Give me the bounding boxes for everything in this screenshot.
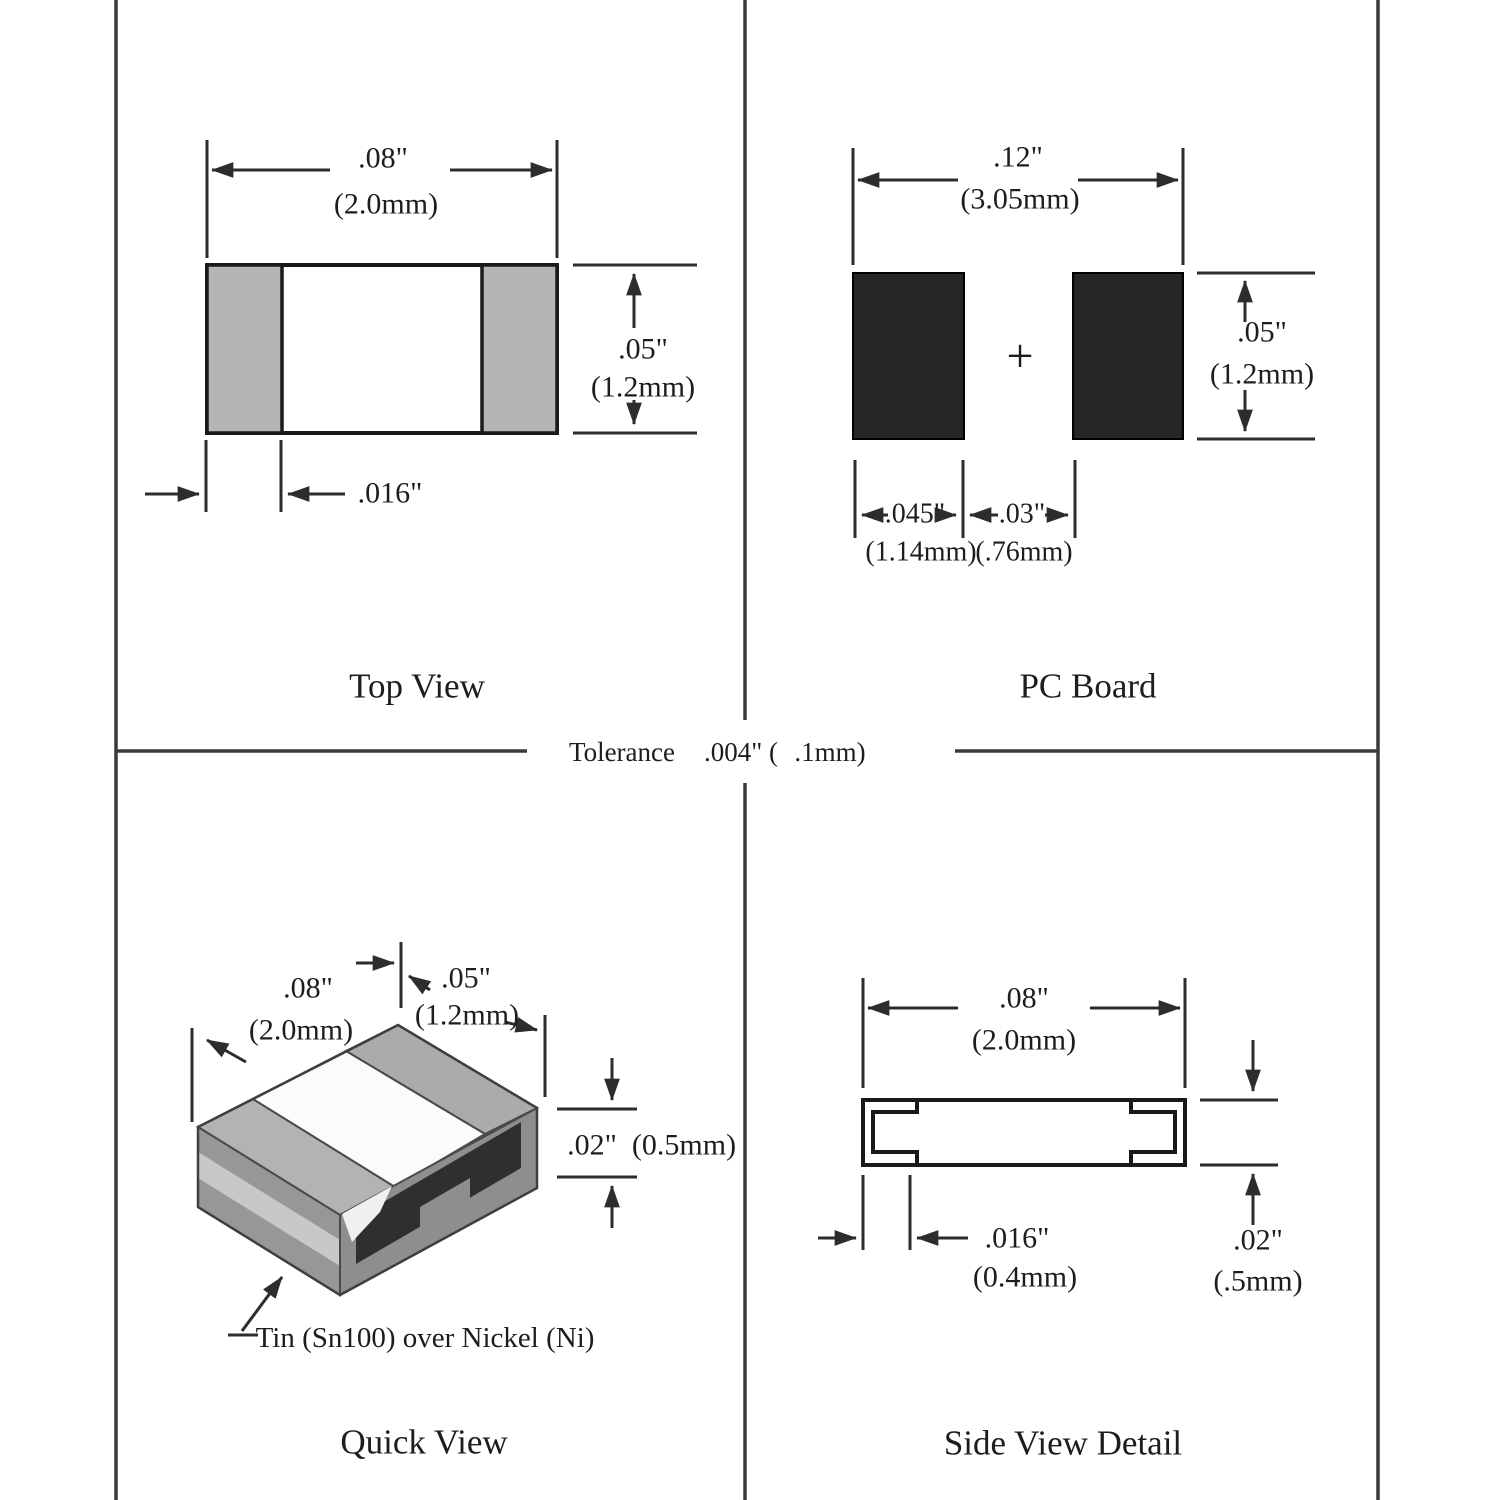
tolerance-inch-value: .004" ( — [703, 737, 779, 767]
top-view-caption: Top View — [349, 666, 485, 706]
quick-view-width-mm: (1.2mm) — [414, 998, 520, 1032]
top-view-height-mm: (1.2mm) — [590, 370, 696, 404]
side-view-cap-inch: .016" — [984, 1221, 1050, 1255]
pc-board-width-mm: (3.05mm) — [960, 182, 1080, 216]
quick-view-length-inch: .08" — [283, 971, 333, 1005]
top-view-width-inch: .08" — [358, 141, 408, 175]
side-chip-outline — [863, 1100, 1185, 1165]
tolerance-label: Tolerance — [568, 737, 676, 767]
quick-view-length-mm: (2.0mm) — [248, 1013, 354, 1047]
solder-pad-left — [853, 273, 964, 439]
side-view-drawing — [818, 978, 1303, 1463]
top-view-height-inch: .05" — [618, 332, 668, 366]
pc-board-drawing — [853, 141, 1315, 706]
pc-board-pad-inch: .045" — [884, 498, 946, 530]
chip-right-termination-cap — [482, 265, 557, 433]
side-view-caption: Side View Detail — [943, 1423, 1183, 1463]
side-view-cap-dimension — [818, 1175, 968, 1250]
side-view-length-inch: .08" — [999, 981, 1049, 1015]
edge-arrow-upper — [409, 976, 430, 990]
leader-arrow — [207, 1040, 246, 1062]
pc-board-height-dimension — [1197, 273, 1315, 439]
side-view-length-mm: (2.0mm) — [971, 1023, 1077, 1057]
top-view-width-mm: (2.0mm) — [333, 187, 439, 221]
top-view-cap-dimension — [145, 440, 345, 512]
pad-center-plus-mark: + — [1006, 329, 1034, 383]
quick-view-height-inch: .02" — [567, 1128, 617, 1162]
side-view-height-dimension — [1200, 1040, 1278, 1225]
quick-view-height-mm: (0.5mm) — [631, 1128, 737, 1162]
pc-board-pad-mm: (1.14mm) — [865, 536, 977, 568]
pc-board-width-inch: .12" — [993, 140, 1043, 174]
tolerance-note — [569, 737, 866, 767]
chip-left-termination-cap — [207, 265, 282, 433]
tolerance-mm-value: .1mm) — [794, 737, 866, 767]
pc-board-height-inch: .05" — [1237, 315, 1287, 349]
plating-callout-label: Tin (Sn100) over Nickel (Ni) — [255, 1322, 595, 1354]
pc-board-gap-mm: (.76mm) — [975, 536, 1073, 568]
isometric-chip — [198, 1025, 537, 1295]
side-view-cap-mm: (0.4mm) — [972, 1260, 1078, 1294]
side-view-height-mm: (.5mm) — [1213, 1264, 1303, 1298]
quick-view-drawing — [192, 942, 736, 1462]
pc-board-gap-inch: .03" — [998, 498, 1046, 530]
pc-board-caption: PC Board — [1019, 666, 1157, 706]
side-view-height-inch: .02" — [1233, 1223, 1283, 1257]
solder-pad-right — [1073, 273, 1183, 439]
quick-view-width-inch: .05" — [441, 961, 491, 995]
top-view-cap-inch: .016" — [357, 476, 423, 510]
pc-board-height-mm: (1.2mm) — [1209, 357, 1315, 391]
quick-view-caption: Quick View — [340, 1422, 508, 1462]
top-view-drawing — [145, 140, 697, 706]
